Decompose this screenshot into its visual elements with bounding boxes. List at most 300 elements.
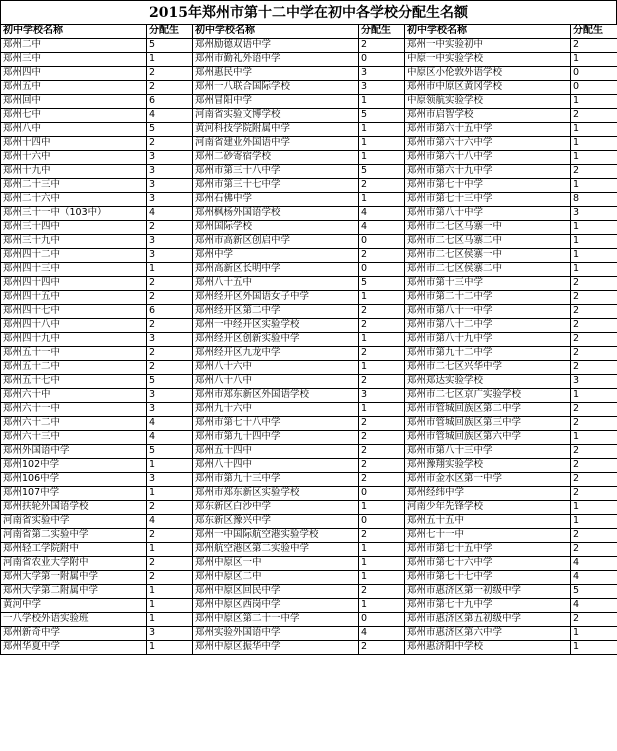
table-row [1,403,617,417]
table-row [1,389,617,403]
quota-cell: 2 [571,165,617,179]
quota-cell: 2 [359,305,405,319]
school-name-cell: 郑州市惠济区第一初级中学 [405,585,571,599]
table-row [1,375,617,389]
quota-cell: 1 [359,291,405,305]
quota-cell: 1 [571,389,617,403]
school-name-cell: 郑州106中学 [1,473,147,487]
school-name-cell: 郑州六十二中 [1,417,147,431]
school-name-cell: 郑州枫杨外国语学校 [193,207,359,221]
school-name-cell: 一八学校外语实验班 [1,613,147,627]
school-name-cell: 郑州三十一中（103中） [1,207,147,221]
table-row [1,151,617,165]
quota-cell: 1 [359,95,405,109]
school-name-cell: 郑州市郑东新区实验学校 [193,487,359,501]
school-name-cell: 郑州市郑东新区外国语学校 [193,389,359,403]
quota-cell: 2 [571,543,617,557]
quota-cell: 3 [359,389,405,403]
school-name-cell: 郑州七中 [1,109,147,123]
quota-cell: 2 [359,431,405,445]
quota-cell: 4 [147,207,193,221]
quota-cell: 1 [359,123,405,137]
table-row [1,487,617,501]
table-row [1,235,617,249]
school-name-cell: 郑州二砂寄宿学校 [193,151,359,165]
table-row [1,445,617,459]
school-name-cell: 郑州102中学 [1,459,147,473]
school-name-cell: 郑州大学第二附属中学 [1,585,147,599]
school-name-cell: 郑州市第八十二中学 [405,319,571,333]
school-name-cell: 郑州市二七区侯寨一中 [405,249,571,263]
quota-cell: 1 [359,193,405,207]
quota-cell: 0 [359,235,405,249]
quota-cell: 3 [147,403,193,417]
quota-cell: 2 [147,529,193,543]
header-school-name: 初中学校名称 [405,25,571,39]
quota-cell: 3 [147,249,193,263]
school-name-cell: 郑州八中 [1,123,147,137]
table-row [1,613,617,627]
quota-cell: 3 [359,67,405,81]
quota-cell: 1 [571,123,617,137]
table-row [1,543,617,557]
quota-cell: 1 [147,263,193,277]
quota-cell: 1 [359,501,405,515]
school-name-cell: 郑州市第七十八中学 [193,417,359,431]
quota-cell: 0 [359,263,405,277]
table-row [1,137,617,151]
quota-cell: 2 [571,319,617,333]
school-name-cell: 郑州四十八中 [1,319,147,333]
school-name-cell: 郑州高新区长明中学 [193,263,359,277]
quota-cell: 1 [359,137,405,151]
quota-cell: 1 [571,263,617,277]
school-name-cell: 郑州市第七十六中学 [405,557,571,571]
table-row [1,81,617,95]
school-name-cell: 郑州轻工学院附中 [1,543,147,557]
school-name-cell: 郑州市第八十三中学 [405,445,571,459]
school-name-cell: 郑州市二七区京广实验学校 [405,389,571,403]
school-name-cell: 郑州四十二中 [1,249,147,263]
quota-cell: 2 [571,39,617,53]
table-row [1,529,617,543]
school-name-cell: 郑州一中国际航空港实验学校 [193,529,359,543]
header-school-name: 初中学校名称 [193,25,359,39]
table-row [1,515,617,529]
quota-cell: 2 [571,361,617,375]
quota-cell: 2 [147,571,193,585]
school-name-cell: 郑州市第三十七中学 [193,179,359,193]
table-row [1,193,617,207]
quota-cell: 1 [571,179,617,193]
table-row [1,207,617,221]
quota-cell: 2 [571,459,617,473]
school-name-cell: 郑州经开区外国语女子中学 [193,291,359,305]
quota-cell: 2 [359,459,405,473]
school-name-cell: 河南省第二实验中学 [1,529,147,543]
school-name-cell: 郑州经开区第二中学 [193,305,359,319]
quota-cell: 1 [147,613,193,627]
quota-cell: 3 [359,81,405,95]
quota-cell: 2 [571,291,617,305]
school-name-cell: 郑州中原区西岗中学 [193,599,359,613]
quota-cell: 2 [147,557,193,571]
quota-cell: 1 [571,431,617,445]
school-name-cell: 郑州实验外国语中学 [193,627,359,641]
table-row [1,123,617,137]
table-row [1,221,617,235]
quota-cell: 3 [147,165,193,179]
school-name-cell: 郑州大学第一附属中学 [1,571,147,585]
quota-cell: 4 [147,431,193,445]
school-name-cell: 河南省农业大学附中 [1,557,147,571]
quota-table [0,24,617,655]
table-row [1,263,617,277]
table-row [1,459,617,473]
quota-cell: 1 [147,599,193,613]
quota-cell: 2 [571,487,617,501]
quota-cell: 4 [147,109,193,123]
school-name-cell: 郑州八十八中 [193,375,359,389]
school-name-cell: 郑州八十五中 [193,277,359,291]
table-row [1,291,617,305]
school-name-cell: 郑州经纬中学 [405,487,571,501]
school-name-cell: 郑州中原区振华中学 [193,641,359,655]
quota-cell: 2 [147,221,193,235]
school-name-cell: 郑州惠民中学 [193,67,359,81]
quota-cell: 2 [571,109,617,123]
school-name-cell: 郑州市第十三中学 [405,277,571,291]
quota-cell: 4 [571,571,617,585]
quota-cell: 3 [147,333,193,347]
school-name-cell: 郑州二十三中 [1,179,147,193]
school-name-cell: 郑州市第七十五中学 [405,543,571,557]
quota-cell: 2 [571,403,617,417]
school-name-cell: 郑州三十四中 [1,221,147,235]
school-name-cell: 郑州中学 [193,249,359,263]
quota-cell: 2 [359,39,405,53]
quota-cell: 3 [147,151,193,165]
quota-cell: 3 [147,235,193,249]
quota-cell: 1 [359,571,405,585]
table-row [1,361,617,375]
school-name-cell: 郑州五十五中 [405,515,571,529]
school-name-cell: 郑州市管城回族区第三中学 [405,417,571,431]
quota-cell: 1 [147,53,193,67]
school-name-cell: 郑州石佛中学 [193,193,359,207]
table-row [1,333,617,347]
quota-cell: 1 [359,403,405,417]
school-name-cell: 郑州新奇中学 [1,627,147,641]
header-quota: 分配生 [571,25,617,39]
school-name-cell: 郑州八十四中 [193,459,359,473]
quota-cell: 1 [571,627,617,641]
quota-cell: 5 [147,445,193,459]
school-name-cell: 郑州二中 [1,39,147,53]
quota-cell: 2 [359,375,405,389]
table-row [1,249,617,263]
school-name-cell: 郑州市启智学校 [405,109,571,123]
quota-cell: 0 [571,67,617,81]
school-name-cell: 郑东新区豫兴中学 [193,515,359,529]
quota-cell: 1 [147,459,193,473]
quota-cell: 2 [359,417,405,431]
school-name-cell: 郑州市第八十一中学 [405,305,571,319]
school-name-cell: 郑州七十一中 [405,529,571,543]
school-name-cell: 郑州国际学校 [193,221,359,235]
table-row [1,431,617,445]
school-name-cell: 郑州六十中 [1,389,147,403]
table-row [1,53,617,67]
table-row [1,571,617,585]
quota-cell: 2 [571,529,617,543]
quota-cell: 2 [571,473,617,487]
quota-cell: 2 [147,291,193,305]
quota-cell: 4 [359,207,405,221]
quota-cell: 1 [571,235,617,249]
quota-cell: 6 [147,305,193,319]
school-name-cell: 郑州市中原区黄冈学校 [405,81,571,95]
quota-cell: 1 [359,333,405,347]
school-name-cell: 黄河科技学院附属中学 [193,123,359,137]
school-name-cell: 郑州一中经开区实验学校 [193,319,359,333]
school-name-cell: 郑州市第六十八中学 [405,151,571,165]
school-name-cell: 郑州市惠济区第五初级中学 [405,613,571,627]
school-name-cell: 郑州一八联合国际学校 [193,81,359,95]
header-quota: 分配生 [359,25,405,39]
quota-cell: 2 [147,347,193,361]
quota-cell: 1 [571,501,617,515]
quota-cell: 2 [147,277,193,291]
school-name-cell: 郑州经开区创新实验中学 [193,333,359,347]
school-name-cell: 郑州励德双语中学 [193,39,359,53]
quota-cell: 1 [147,543,193,557]
quota-cell: 0 [571,81,617,95]
table-row [1,277,617,291]
school-name-cell: 郑州市第九十四中学 [193,431,359,445]
school-name-cell: 郑州市高新区创启中学 [193,235,359,249]
school-name-cell: 郑州市第六十九中学 [405,165,571,179]
school-name-cell: 郑州一中实验初中 [405,39,571,53]
table-body [1,39,617,655]
school-name-cell: 郑州市第三十八中学 [193,165,359,179]
quota-cell: 2 [359,473,405,487]
school-name-cell: 郑州市第七十九中学 [405,599,571,613]
quota-cell: 1 [571,53,617,67]
school-name-cell: 郑州市二七区马寨一中 [405,221,571,235]
quota-cell: 2 [147,501,193,515]
quota-cell: 2 [147,361,193,375]
quota-cell: 4 [359,221,405,235]
quota-cell: 2 [359,445,405,459]
school-name-cell: 郑州市第七十中学 [405,179,571,193]
school-name-cell: 郑州市金水区第一中学 [405,473,571,487]
quota-cell: 1 [359,557,405,571]
table-row [1,39,617,53]
quota-cell: 3 [147,179,193,193]
header-school-name: 初中学校名称 [1,25,147,39]
quota-cell: 6 [147,95,193,109]
quota-cell: 2 [147,81,193,95]
school-name-cell: 郑州四十三中 [1,263,147,277]
quota-cell: 2 [147,319,193,333]
school-name-cell: 郑州市第六十六中学 [405,137,571,151]
school-name-cell: 郑州中原区回民中学 [193,585,359,599]
school-name-cell: 郑州市勤礼外语中学 [193,53,359,67]
school-name-cell: 郑州市二七区侯寨二中 [405,263,571,277]
school-name-cell: 郑州郑达实验学校 [405,375,571,389]
school-name-cell: 郑州六十三中 [1,431,147,445]
school-name-cell: 郑州市第七十七中学 [405,571,571,585]
table-row [1,585,617,599]
school-name-cell: 黄河中学 [1,599,147,613]
school-name-cell: 河南省实验文博学校 [193,109,359,123]
quota-cell: 1 [571,221,617,235]
school-name-cell: 郑州五中 [1,81,147,95]
school-name-cell: 郑州回中 [1,95,147,109]
quota-cell: 4 [147,515,193,529]
school-name-cell: 中原领航实验学校 [405,95,571,109]
table-row [1,319,617,333]
school-name-cell: 郑州市第九十三中学 [193,473,359,487]
quota-cell: 2 [571,417,617,431]
quota-cell: 2 [571,277,617,291]
school-name-cell: 郑州十六中 [1,151,147,165]
school-name-cell: 郑州中原区二中 [193,571,359,585]
school-name-cell: 河南省建业外国语中学 [193,137,359,151]
quota-cell: 1 [571,641,617,655]
quota-cell: 5 [147,123,193,137]
quota-cell: 1 [571,515,617,529]
quota-cell: 5 [359,277,405,291]
school-name-cell: 郑州市第七十三中学 [405,193,571,207]
school-name-cell: 郑州二十六中 [1,193,147,207]
school-name-cell: 郑州航空港区第二实验中学 [193,543,359,557]
table-row [1,347,617,361]
school-name-cell: 郑州四十七中 [1,305,147,319]
quota-cell: 5 [571,585,617,599]
table-row [1,165,617,179]
school-name-cell: 郑州市第九十二中学 [405,347,571,361]
school-name-cell: 郑东新区白沙中学 [193,501,359,515]
school-name-cell: 郑州扶轮外国语学校 [1,501,147,515]
quota-cell: 2 [359,529,405,543]
table-row [1,473,617,487]
quota-cell: 4 [359,627,405,641]
quota-cell: 5 [359,109,405,123]
school-name-cell: 郑州市管城回族区第二中学 [405,403,571,417]
school-name-cell: 郑州外国语中学 [1,445,147,459]
table-row [1,627,617,641]
quota-cell: 3 [147,627,193,641]
table-row [1,95,617,109]
table-row [1,557,617,571]
school-name-cell: 郑州市惠济区第六中学 [405,627,571,641]
quota-cell: 4 [571,599,617,613]
quota-cell: 5 [359,165,405,179]
school-name-cell: 郑州市管城回族区第六中学 [405,431,571,445]
table-row [1,179,617,193]
quota-cell: 4 [147,417,193,431]
quota-cell: 2 [147,67,193,81]
school-name-cell: 郑州四中 [1,67,147,81]
quota-cell: 0 [359,53,405,67]
school-name-cell: 郑州107中学 [1,487,147,501]
school-name-cell: 郑州市第六十五中学 [405,123,571,137]
quota-cell: 2 [571,305,617,319]
school-name-cell: 郑州五十四中 [193,445,359,459]
header-row [1,25,617,39]
quota-cell: 1 [147,585,193,599]
school-name-cell: 郑州市第八十九中学 [405,333,571,347]
quota-cell: 4 [571,557,617,571]
quota-cell: 1 [571,151,617,165]
school-name-cell: 郑州五十二中 [1,361,147,375]
school-name-cell: 郑州市二七区兴华中学 [405,361,571,375]
quota-cell: 0 [359,515,405,529]
school-name-cell: 郑州三十九中 [1,235,147,249]
quota-cell: 3 [147,473,193,487]
school-name-cell: 郑州经开区九龙中学 [193,347,359,361]
quota-cell: 2 [359,585,405,599]
school-name-cell: 郑州四十五中 [1,291,147,305]
quota-cell: 2 [359,347,405,361]
school-name-cell: 郑州冒阳中学 [193,95,359,109]
school-name-cell: 郑州豫翔实验学校 [405,459,571,473]
quota-cell: 2 [359,319,405,333]
table-row [1,305,617,319]
school-name-cell: 中原区小伦敦外语学校 [405,67,571,81]
quota-cell: 1 [359,151,405,165]
school-name-cell: 郑州五十一中 [1,347,147,361]
table-row [1,501,617,515]
quota-cell: 1 [359,543,405,557]
school-name-cell: 郑州市第二十二中学 [405,291,571,305]
table-row [1,641,617,655]
quota-cell: 1 [147,641,193,655]
school-name-cell: 郑州五十七中 [1,375,147,389]
quota-cell: 2 [571,347,617,361]
school-name-cell: 中原一中实验学校 [405,53,571,67]
quota-cell: 3 [571,375,617,389]
quota-cell: 2 [147,137,193,151]
quota-cell: 1 [359,361,405,375]
quota-cell: 1 [571,249,617,263]
school-name-cell: 郑州四十九中 [1,333,147,347]
school-name-cell: 郑州市二七区马寨二中 [405,235,571,249]
table-row [1,67,617,81]
quota-cell: 2 [359,179,405,193]
quota-cell: 0 [359,487,405,501]
school-name-cell: 郑州华夏中学 [1,641,147,655]
quota-cell: 3 [571,207,617,221]
school-name-cell: 郑州市第八十中学 [405,207,571,221]
table-row [1,417,617,431]
school-name-cell: 郑州八十六中 [193,361,359,375]
quota-cell: 3 [147,193,193,207]
quota-cell: 0 [359,613,405,627]
school-name-cell: 河南少年先锋学校 [405,501,571,515]
table-row [1,109,617,123]
school-name-cell: 郑州六十一中 [1,403,147,417]
quota-cell: 2 [571,333,617,347]
quota-cell: 1 [571,95,617,109]
quota-cell: 3 [147,389,193,403]
sheet-title: 2015年郑州市第十二中学在初中各学校分配生名额 [0,0,617,24]
school-name-cell: 郑州中原区第二十一中学 [193,613,359,627]
quota-cell: 2 [359,249,405,263]
quota-cell: 5 [147,39,193,53]
